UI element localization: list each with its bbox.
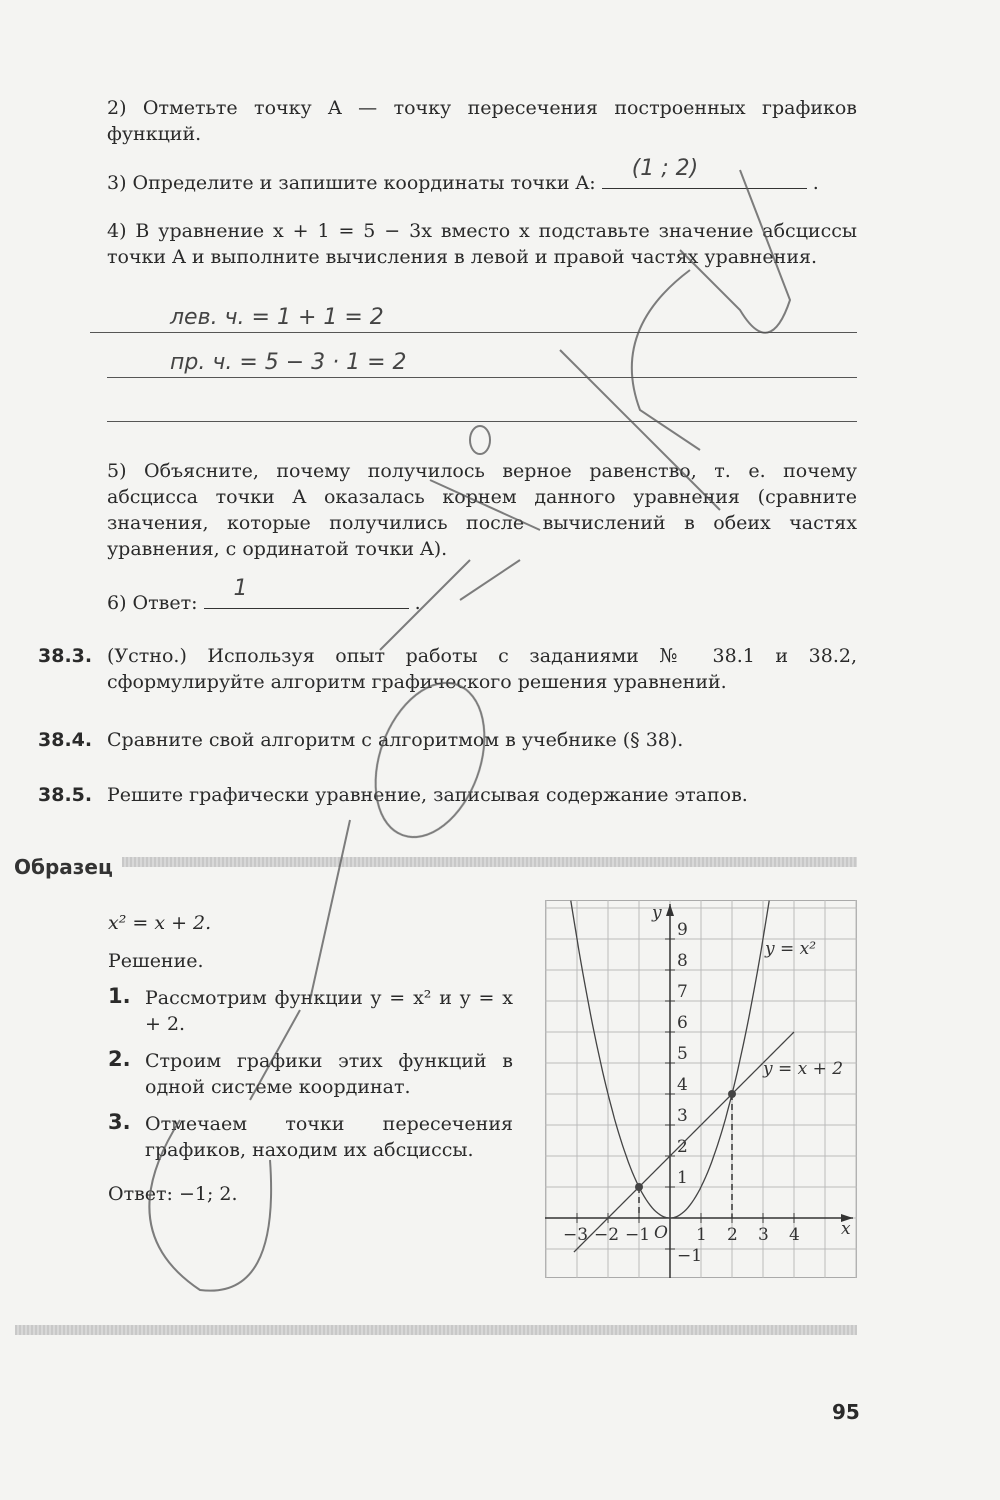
exercise-number: 38.5. — [38, 784, 93, 806]
y-axis-label: y — [652, 903, 662, 923]
y-axis-arrow — [666, 904, 674, 916]
step-number: 3. — [108, 1110, 131, 1134]
task-step-3: 3) Определите и запишите координаты точки A: (1 ; 2) . — [107, 156, 819, 194]
y-tick-label: 7 — [677, 982, 688, 1002]
section-divider — [122, 857, 857, 867]
task-step-6: 6) Ответ: 1 . — [107, 576, 421, 614]
answer-line — [107, 377, 857, 378]
answer-line — [90, 332, 857, 333]
step-text: Строим графики этих функций в одной системе координат. — [145, 1050, 513, 1098]
y-tick-label: 1 — [677, 1168, 688, 1188]
origin-label: O — [654, 1223, 668, 1243]
intersection-point — [728, 1090, 736, 1098]
coordinates-answer-field[interactable] — [602, 156, 807, 189]
exercise-number: 38.3. — [38, 645, 93, 667]
handwritten-right-side: пр. ч. = 5 − 3 · 1 = 2 — [170, 350, 407, 375]
sample-equation: x² = x + 2. — [108, 912, 212, 934]
sample-heading: Образец — [14, 855, 113, 879]
x-tick-label: −1 — [625, 1225, 651, 1245]
x-tick-label: −2 — [594, 1225, 620, 1245]
y-tick-label: 8 — [677, 951, 688, 971]
step-number: 1. — [108, 984, 131, 1008]
y-tick-label: 9 — [677, 920, 688, 940]
final-answer: 1 — [233, 576, 248, 601]
step-text: Отмечаем точки пересечения графиков, находим их абсциссы. — [145, 1113, 513, 1161]
step-3-text: 3) Определите и запишите координаты точки A: — [107, 172, 596, 194]
exercise-text: (Устно.) Используя опыт работы с заданиями № 38.1 и 38.2, сформулируйте алгоритм графического решения уравнений. — [107, 645, 857, 693]
x-axis-label: x — [841, 1219, 851, 1239]
task-step-5: 5) Объясните, почему получилось верное равенство, т. е. почему абсцисса точки A оказалась корнем данного уравнения (сравните значения, которые получились после вычислений в обеих частях уравнения, с ординатой точки A). — [107, 460, 857, 560]
graph-chart — [545, 900, 857, 1278]
x-tick-label: −3 — [563, 1225, 589, 1245]
line-label: y = x + 2 — [763, 1059, 844, 1079]
x-tick-label: 1 — [696, 1225, 707, 1245]
sample-answer: Ответ: −1; 2. — [108, 1183, 238, 1205]
x-tick-label: 3 — [758, 1225, 769, 1245]
y-tick-label: 5 — [677, 1044, 688, 1064]
step-text: Рассмотрим функции y = x² и y = x + 2. — [145, 987, 513, 1035]
task-step-4: 4) В уравнение x + 1 = 5 − 3x вместо x подставьте значение абсциссы точки A и выполните вычисления в левой и правой частях уравнения. — [107, 220, 857, 268]
scribble-stroke — [470, 426, 490, 454]
y-tick-label: 4 — [677, 1075, 688, 1095]
parabola-label: y = x² — [765, 939, 817, 959]
scribble-stroke — [356, 668, 505, 853]
x-tick-label: 4 — [789, 1225, 800, 1245]
scribble-stroke — [632, 270, 700, 450]
y-tick-label: 2 — [677, 1137, 688, 1157]
page-number: 95 — [832, 1400, 860, 1424]
step-number: 2. — [108, 1047, 131, 1071]
y-tick-label: 3 — [677, 1106, 688, 1126]
step-6-text: 6) Ответ: — [107, 592, 198, 614]
y-tick-label: −1 — [677, 1246, 703, 1266]
exercise-text: Решите графически уравнение, записывая содержание этапов. — [107, 784, 748, 806]
solution-label: Решение. — [108, 950, 204, 972]
y-tick-label: 6 — [677, 1013, 688, 1033]
section-divider — [15, 1325, 857, 1335]
answer-line — [107, 421, 857, 422]
exercise-text: Сравните свой алгоритм с алгоритмом в учебнике (§ 38). — [107, 729, 684, 751]
intersection-point — [635, 1183, 643, 1191]
x-tick-label: 2 — [727, 1225, 738, 1245]
series-line — [574, 1032, 794, 1252]
coordinates-answer: (1 ; 2) — [631, 156, 699, 181]
exercise-number: 38.4. — [38, 729, 93, 751]
task-step-2: 2) Отметьте точку A — точку пересечения построенных графиков функций. — [107, 97, 857, 145]
handwritten-left-side: лев. ч. = 1 + 1 = 2 — [170, 305, 384, 330]
